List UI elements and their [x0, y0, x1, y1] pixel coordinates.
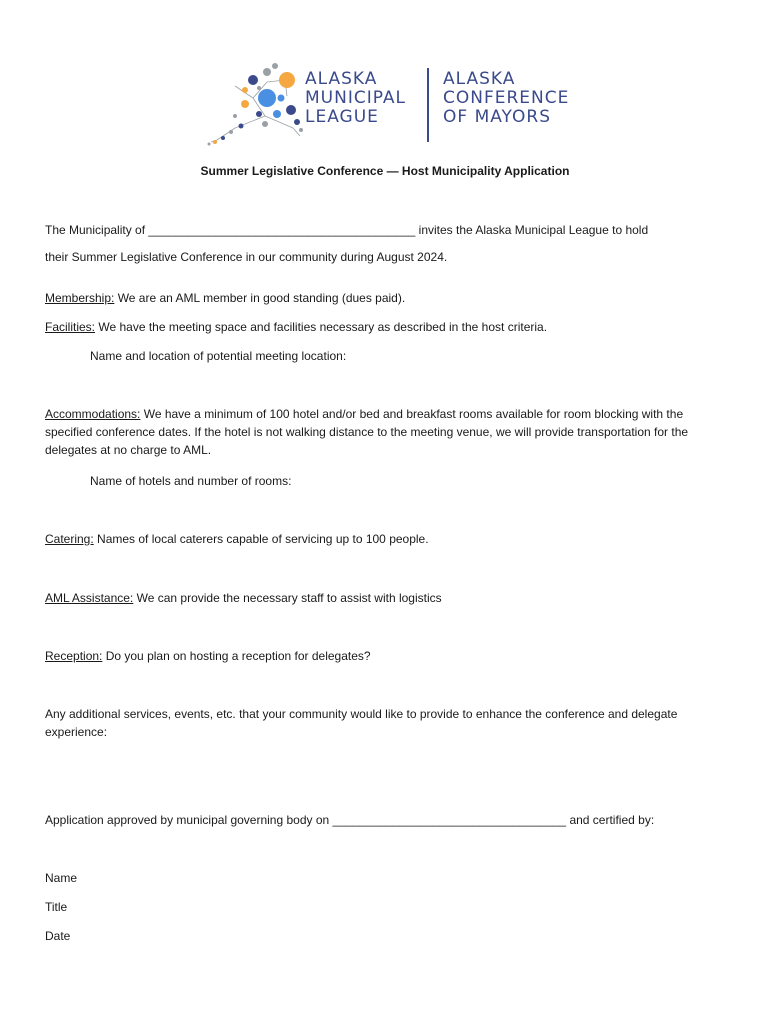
intro-line-1: The Municipality of ________________________________________ invites the Alaska Municipal League to hold	[45, 223, 649, 237]
aml-wordmark-line: LEAGUE	[305, 107, 379, 127]
approval-line: Application approved by municipal governing body on ___________________________________ and certified by:	[45, 813, 655, 827]
reception-label: Reception:	[45, 649, 103, 663]
aml-wordmark-line: MUNICIPAL	[305, 88, 406, 108]
facilities-label: Facilities:	[45, 320, 96, 334]
aml-constellation-icon	[205, 58, 305, 154]
membership-text: We are an AML member in good standing (dues paid).	[114, 291, 406, 305]
catering-section	[45, 530, 735, 548]
accommodations-label: Accommodations:	[45, 407, 141, 421]
aml-assistance-label: AML Assistance:	[45, 591, 134, 605]
reception-text: Do you plan on hosting a reception for delegates?	[102, 649, 371, 663]
acom-wordmark-line: OF MAYORS	[443, 107, 551, 127]
signature-title-label: Title	[45, 900, 68, 914]
aml-assistance-section	[45, 589, 735, 607]
hotels-prompt: Name of hotels and number of rooms:	[90, 474, 292, 488]
signature-date-label: Date	[45, 929, 71, 943]
membership-label: Membership:	[45, 291, 115, 305]
additional-services-prompt: Any additional services, events, etc. that your community would like to provide to enhance the conference and delegate experience:	[45, 707, 678, 739]
document-title: Summer Legislative Conference — Host Municipality Application	[200, 164, 570, 178]
aml-wordmark-line: ALASKA	[305, 69, 378, 89]
intro-line-2: their Summer Legislative Conference in our community during August 2024.	[45, 250, 448, 264]
facilities-section	[45, 318, 735, 336]
acom-wordmark-line: ALASKA	[443, 69, 516, 89]
signature-name-label: Name	[45, 871, 78, 885]
aml-acom-logo	[205, 58, 575, 154]
meeting-location-prompt: Name and location of potential meeting location:	[90, 349, 347, 363]
facilities-text: We have the meeting space and facilities necessary as described in the host criteria.	[95, 320, 548, 334]
acom-wordmark	[443, 70, 569, 127]
acom-wordmark-line: CONFERENCE	[443, 88, 570, 108]
accommodations-section	[45, 405, 725, 459]
aml-assistance-text: We can provide the necessary staff to assist with logistics	[133, 591, 442, 605]
reception-section	[45, 647, 735, 665]
membership-section	[45, 289, 735, 307]
aml-wordmark	[305, 70, 406, 127]
catering-text: Names of local caterers capable of servicing up to 100 people.	[93, 532, 429, 546]
catering-label: Catering:	[45, 532, 94, 546]
accommodations-text: We have a minimum of 100 hotel and/or bed and breakfast rooms available for room blocking with the specified conference dates. If the hotel is not walking distance to the meeting venue, we will provide transportation for the delegates at no charge to AML.	[45, 407, 689, 457]
logo-divider	[427, 68, 429, 142]
